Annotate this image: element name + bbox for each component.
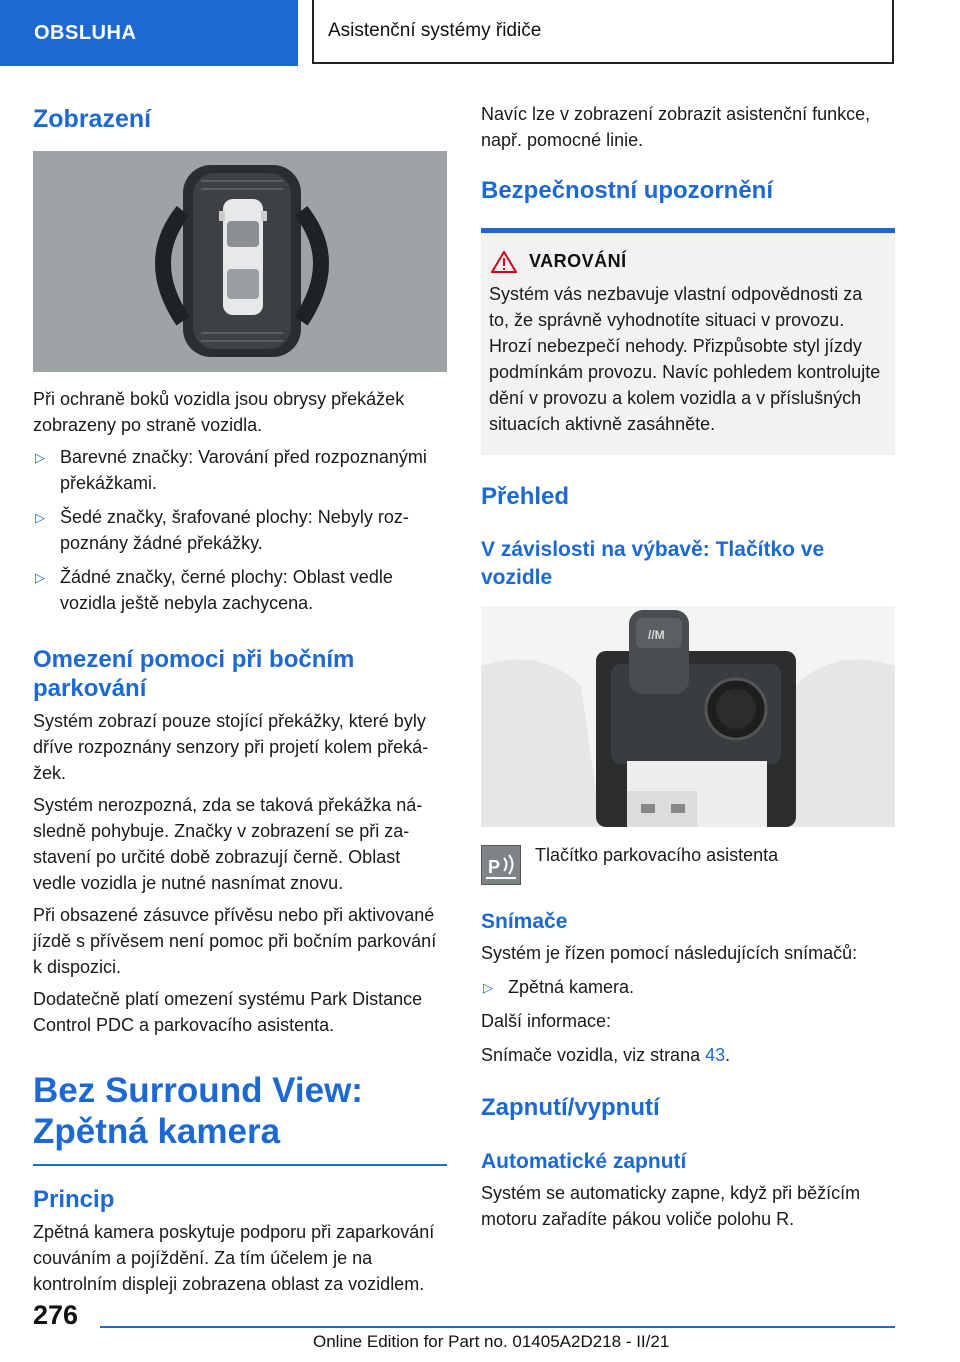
chapter-title: Asistenční systémy řidiče (312, 0, 894, 64)
warning-box (481, 228, 895, 455)
warning-header (491, 251, 887, 273)
heading-limits: Omezení pomoci při bočním parkování (33, 646, 355, 703)
heading-overview: Přehled (481, 482, 570, 510)
limits-paragraph: Systém nerozpozná, zda se taková překážka následně pohybuje. Značky v zobrazení se při zastavení po určité době zobrazují černě. Oblast vedle vozidla je nutné nasnímat znovu. (33, 794, 423, 893)
cross-reference: Snímače vozidla, viz strana 43. (481, 1044, 731, 1065)
sensors-paragraph: Systém je řízen pomocí následujících snímačů: (481, 942, 858, 963)
heading-equipment: V závislosti na výbavě: Tlačítko ve vozidle (481, 537, 825, 589)
center-console-graphic (481, 606, 895, 827)
intro-paragraph: Navíc lze v zobrazení zobrazit asistenční funkce, např. pomocné linie. (481, 104, 871, 150)
parking-assistant-button-icon (481, 845, 521, 885)
heading-principle: Princip (33, 1186, 115, 1214)
parking-display-graphic (33, 151, 447, 372)
display-paragraph: Při ochraně boků vozidla jsou obrysy překážek zobrazeny po straně vozidla. (33, 389, 405, 436)
page-number: 276 (33, 1300, 79, 1330)
triangle-bullet-icon: ▷ (483, 979, 493, 995)
svg-text://M: //M (648, 627, 665, 642)
heading-safety: Bezpečnostní upozornění (481, 177, 774, 204)
triangle-bullet-icon: ▷ (35, 570, 45, 586)
warning-label: VAROVÁNÍ (529, 251, 627, 272)
principle-paragraph: Zpětná kamera poskytuje podporu při zaparkování couváním a pojíždění. Za tím účelem je na kontrolním displeji zobrazena oblast za vozidlem. (33, 1222, 435, 1295)
warning-text: Systém vás nezbavuje vlastní odpovědnosti za to, že správně vyhodnotíte situaci v provozu. Hrozí nebezpečí nehody. Přizpůsobte styl jízdy podmínkám provozu. Navíc pohledem kontrolujte dění v provozu a kolem vozidla a v příslušných situacích aktivně zasáhněte. (489, 283, 881, 434)
limits-paragraph: Systém zobrazí pouze stojící překážky, které byly dříve rozpoznány senzory při projetí kolem překážek. (33, 710, 429, 783)
page-header (0, 0, 960, 66)
limits-paragraph: Dodatečně platí omezení systému Park Distance Control PDC a parkovacího asistenta. (33, 988, 423, 1035)
heading-display: Zobrazení (33, 105, 152, 133)
sensors-list (481, 974, 895, 1000)
section-divider (33, 1164, 447, 1166)
triangle-bullet-icon: ▷ (35, 450, 45, 466)
footer-rule (100, 1326, 895, 1328)
right-column (481, 96, 895, 1232)
more-info-label: Další informace: (481, 1010, 612, 1031)
list-item: ▷ Zpětná kamera. (481, 974, 895, 1000)
heading-sensors: Snímače (481, 909, 568, 933)
left-column (33, 96, 447, 1297)
list-item: ▷ Žádné značky, černé plochy: Oblast vedle vozidla ještě nebyla zachycena. (35, 567, 393, 614)
button-caption: Tlačítko parkovacího asistenta (535, 844, 779, 865)
button-caption-row (481, 845, 895, 885)
display-list (33, 444, 447, 616)
warning-triangle-icon (491, 251, 517, 273)
heading-rear-camera: Bez Surround View: Zpětná kamera (33, 1070, 363, 1152)
page-reference-link[interactable]: 43 (705, 1044, 726, 1065)
auto-on-paragraph: Systém se automaticky zapne, když při běžícím motoru zařadíte pákou voliče polohu R. (481, 1182, 861, 1229)
heading-onoff: Zapnutí/vypnutí (481, 1093, 660, 1121)
list-item: ▷ Barevné značky: Varování před rozpoznanými překážkami. (35, 447, 427, 494)
console-photo (481, 606, 895, 827)
list-item: ▷ Šedé značky, šrafované plochy: Nebyly rozpoznány žádné překážky. (35, 507, 409, 554)
side-view-illustration (33, 151, 447, 372)
heading-auto-on: Automatické zapnutí (481, 1149, 687, 1173)
section-tab: OBSLUHA (0, 0, 298, 66)
svg-text:P: P (488, 856, 501, 877)
limits-paragraph: Při obsazené zásuvce přívěsu nebo při aktivované jízdě s přívěsem není pomoc při bočním parkování k dispozici. (33, 904, 437, 977)
triangle-bullet-icon: ▷ (35, 510, 45, 526)
edition-note: Online Edition for Part no. 01405A2D218 - II/21 (313, 1332, 670, 1351)
